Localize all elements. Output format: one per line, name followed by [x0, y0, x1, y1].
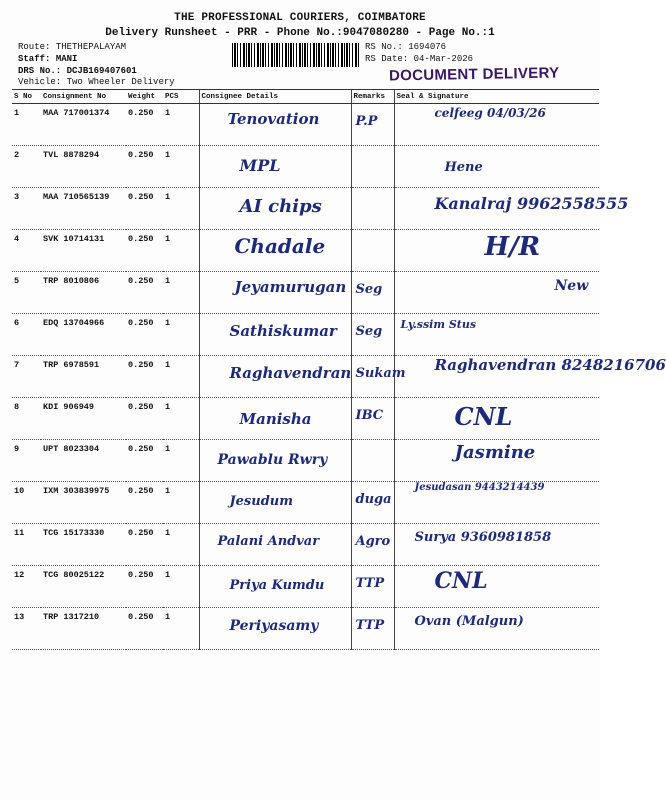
table-row [12, 314, 599, 356]
cell-signature [394, 398, 599, 440]
handwritten-consignee: Jesudum [229, 494, 293, 509]
handwritten-signature: Raghavendran 8248216706 [434, 356, 666, 374]
table-row [12, 146, 599, 188]
table-row [12, 566, 599, 608]
cell-signature [394, 440, 599, 482]
cell-remark [351, 356, 406, 398]
cell-consignee [199, 440, 351, 482]
cell-weight: 0.250 [126, 272, 163, 314]
vehicle-line [18, 77, 175, 87]
cell-sno: 10 [12, 482, 41, 524]
cell-remark [351, 188, 394, 230]
handwritten-consignee: Priya Kumdu [229, 578, 325, 593]
cell-consignment-no: KDI 906949 [41, 398, 126, 440]
cell-pcs: 1 [163, 440, 199, 482]
cell-signature [394, 188, 629, 230]
col-header-sno: S No [12, 90, 41, 104]
handwritten-signature: Ovan (Malgun) [414, 614, 524, 629]
cell-sno: 2 [12, 146, 41, 188]
cell-signature [394, 482, 599, 524]
cell-consignee [199, 398, 351, 440]
cell-pcs: 1 [163, 230, 199, 272]
vehicle-value: Two Wheeler Delivery [66, 77, 175, 87]
cell-weight: 0.250 [126, 482, 163, 524]
route-line [18, 42, 126, 52]
handwritten-remark: P.P [355, 114, 378, 129]
handwritten-consignee: Palani Andvar [217, 534, 320, 549]
rs-no-line [365, 42, 446, 52]
cell-consignee [199, 566, 351, 608]
cell-sno: 8 [12, 398, 41, 440]
cell-signature [394, 104, 599, 146]
company-title: THE PROFESSIONAL COURIERS, COIMBATORE [174, 12, 426, 24]
table-row [12, 230, 599, 272]
col-header-remarks: Remarks [351, 90, 394, 104]
runsheet-subtitle: Delivery Runsheet - PRR - Phone No.:9047080280 - Page No.:1 [105, 27, 495, 39]
cell-consignee [199, 608, 351, 650]
drs-value: DCJB169407601 [66, 66, 137, 76]
table-row [12, 482, 599, 524]
table-header-row [12, 90, 599, 104]
cell-weight: 0.250 [126, 188, 163, 230]
cell-weight: 0.250 [126, 230, 163, 272]
handwritten-signature: Kanalraj 9962558555 [434, 194, 629, 213]
cell-sno: 12 [12, 566, 41, 608]
staff-label: Staff: [18, 54, 51, 64]
cell-consignment-no: TCG 15173330 [41, 524, 126, 566]
handwritten-consignee: Jeyamurugan [234, 278, 347, 296]
cell-remark [351, 272, 394, 314]
cell-consignment-no: TRP 6978591 [41, 356, 126, 398]
cell-pcs: 1 [163, 398, 199, 440]
cell-consignment-no: TCG 80025122 [41, 566, 126, 608]
cell-consignment-no: TVL 8878294 [41, 146, 126, 188]
staff-line [18, 54, 77, 64]
table-row [12, 398, 599, 440]
handwritten-signature: CNL [454, 402, 513, 431]
table-row [12, 188, 599, 230]
cell-remark [351, 398, 394, 440]
cell-pcs: 1 [163, 524, 199, 566]
cell-sno: 3 [12, 188, 41, 230]
handwritten-remark: Agro [355, 534, 391, 549]
handwritten-remark: IBC [355, 408, 384, 423]
handwritten-signature: Hene [444, 160, 483, 175]
cell-pcs: 1 [163, 104, 199, 146]
cell-consignment-no: EDQ 13704966 [41, 314, 126, 356]
vehicle-label: Vehicle: [18, 77, 62, 87]
cell-remark [351, 608, 394, 650]
route-value: THETHEPALAYAM [55, 42, 127, 52]
cell-weight: 0.250 [126, 104, 163, 146]
document-delivery-stamp: DOCUMENT DELIVERY [388, 64, 560, 85]
handwritten-consignee: Pawablu Rwry [217, 452, 328, 468]
cell-weight: 0.250 [126, 398, 163, 440]
cell-pcs: 1 [163, 272, 199, 314]
cell-weight: 0.250 [126, 608, 163, 650]
cell-weight: 0.250 [126, 566, 163, 608]
rs-date-line [365, 54, 473, 64]
cell-pcs: 1 [163, 482, 199, 524]
cell-consignee [199, 482, 351, 524]
staff-value: MANI [55, 54, 78, 64]
handwritten-consignee: AI chips [239, 196, 322, 217]
drs-label: DRS No.: [18, 66, 62, 76]
table-row [12, 524, 599, 566]
cell-sno: 6 [12, 314, 41, 356]
col-header-consignee: Consignee Details [199, 90, 351, 104]
table-row [12, 104, 599, 146]
cell-sno: 13 [12, 608, 41, 650]
handwritten-consignee: MPL [239, 156, 281, 175]
handwritten-remark: Seg [355, 282, 383, 297]
col-header-signature: Seal & Signature [394, 90, 599, 104]
cell-weight: 0.250 [126, 524, 163, 566]
cell-pcs: 1 [163, 566, 199, 608]
cell-sno: 7 [12, 356, 41, 398]
handwritten-consignee: Sathiskumar [229, 322, 337, 340]
cell-sno: 4 [12, 230, 41, 272]
cell-consignee [199, 104, 351, 146]
handwritten-consignee: Manisha [239, 410, 312, 428]
cell-signature [394, 356, 666, 398]
cell-weight: 0.250 [126, 314, 163, 356]
cell-sno: 5 [12, 272, 41, 314]
handwritten-signature: Jasmine [454, 442, 536, 463]
rs-no-label: RS No.: [365, 42, 403, 52]
cell-pcs: 1 [163, 188, 199, 230]
cell-weight: 0.250 [126, 146, 163, 188]
cell-sno: 1 [12, 104, 41, 146]
cell-pcs: 1 [163, 608, 199, 650]
cell-consignee [199, 356, 351, 398]
handwritten-signature: H/R [484, 232, 541, 262]
cell-signature [394, 230, 599, 272]
cell-consignment-no: MAA 710565139 [41, 188, 126, 230]
handwritten-remark: TTP [355, 618, 385, 633]
handwritten-remark: Seg [355, 324, 383, 339]
handwritten-remark: duga [355, 492, 392, 507]
cell-remark [351, 146, 394, 188]
col-header-weight: Weight [126, 90, 163, 104]
handwritten-signature: Surya 9360981858 [414, 530, 552, 545]
cell-consignment-no: UPT 8023304 [41, 440, 126, 482]
table-row [12, 356, 599, 398]
cell-pcs: 1 [163, 356, 199, 398]
table-row [12, 440, 599, 482]
cell-pcs: 1 [163, 314, 199, 356]
cell-signature [394, 314, 599, 356]
cell-sno: 11 [12, 524, 41, 566]
cell-consignee [199, 272, 351, 314]
handwritten-signature: Ly.ssim Stus [400, 318, 477, 331]
cell-signature [394, 524, 599, 566]
cell-consignee [199, 524, 351, 566]
barcode [232, 43, 360, 67]
handwritten-signature: CNL [434, 568, 488, 594]
cell-sno: 9 [12, 440, 41, 482]
table-row [12, 608, 599, 650]
cell-remark [351, 482, 394, 524]
cell-remark [351, 314, 394, 356]
cell-pcs: 1 [163, 146, 199, 188]
handwritten-consignee: Raghavendran [229, 364, 352, 382]
cell-consignment-no: MAA 717001374 [41, 104, 126, 146]
cell-consignment-no: SVK 10714131 [41, 230, 126, 272]
cell-consignment-no: TRP 1317210 [41, 608, 126, 650]
handwritten-signature: Jesudasan 9443214439 [414, 482, 545, 493]
cell-remark [351, 440, 394, 482]
handwritten-remark: TTP [355, 576, 385, 591]
cell-weight: 0.250 [126, 440, 163, 482]
table-row [12, 272, 599, 314]
cell-consignment-no: IXM 303839975 [41, 482, 126, 524]
cell-signature [394, 608, 599, 650]
handwritten-consignee: Chadale [234, 234, 326, 258]
cell-remark [351, 524, 394, 566]
cell-consignment-no: TRP 8010806 [41, 272, 126, 314]
cell-consignee [199, 230, 351, 272]
handwritten-consignee: Periyasamy [229, 618, 319, 634]
cell-weight: 0.250 [126, 356, 163, 398]
handwritten-consignee: Tenovation [227, 110, 320, 128]
cell-signature [394, 272, 599, 314]
cell-remark [351, 230, 394, 272]
rs-date-label: RS Date: [365, 54, 409, 64]
col-header-pcs: PCS [163, 90, 199, 104]
cell-signature [394, 146, 599, 188]
cell-consignee [199, 146, 351, 188]
cell-remark [351, 104, 394, 146]
handwritten-remark: Sukam [355, 366, 406, 381]
cell-signature [394, 566, 599, 608]
rs-no-value: 1694076 [408, 42, 447, 52]
handwritten-signature: celfeeg 04/03/26 [434, 106, 546, 120]
route-label: Route: [18, 42, 51, 52]
cell-consignee [199, 188, 351, 230]
drs-line [18, 66, 137, 76]
handwritten-signature: New [554, 278, 589, 294]
col-header-consignment: Consignment No [41, 90, 126, 104]
runsheet-table [12, 89, 666, 650]
cell-consignee [199, 314, 351, 356]
cell-remark [351, 566, 394, 608]
rs-date-value: 04-Mar-2026 [413, 54, 474, 64]
